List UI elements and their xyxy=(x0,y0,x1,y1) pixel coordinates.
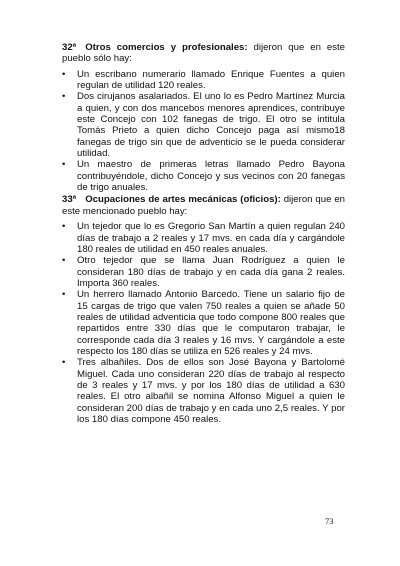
list-item xyxy=(62,159,345,193)
bullet-icon: • xyxy=(62,289,66,301)
section-heading xyxy=(62,194,345,217)
section-33 xyxy=(62,194,345,425)
section-title: Otros comercios y profesionales: xyxy=(85,42,248,53)
section-number: 33ª xyxy=(62,194,77,206)
document-page xyxy=(62,42,345,425)
item-list xyxy=(62,221,345,425)
list-item xyxy=(62,221,345,255)
list-item xyxy=(62,357,345,425)
section-intro: dijeron que en este pueblo sólo hay: xyxy=(62,42,345,65)
list-item-text: Tres albañiles. Dos de ellos son José Bayona y Bartolomé Miguel. Cada uno consideran 220 días de trabajo al respecto de 3 reales y 17 mvs. y por los 180 días de utilidad a 630 reales. El otro albañil se nomina Alfonso Miguel a quien le consideran 200 días de trabajo y en cada uno 2,5 reales. Y por los 180 días compone 450 reales. xyxy=(77,357,345,425)
page-number: 73 xyxy=(325,516,334,526)
section-32 xyxy=(62,42,345,193)
section-number: 32ª xyxy=(62,42,77,53)
section-title: Ocupaciones de artes mecánicas (oficios): xyxy=(85,194,281,206)
item-list xyxy=(62,69,345,194)
bullet-icon: • xyxy=(62,159,66,171)
bullet-icon: • xyxy=(62,91,66,103)
section-heading xyxy=(62,42,345,65)
list-item xyxy=(62,91,345,159)
list-item-text: Otro tejedor que se llama Juan Rodríguez a quien le consideran 180 días de trabajo y en cada día gana 2 reales. Importa 360 reales. xyxy=(77,255,345,289)
list-item xyxy=(62,69,345,92)
list-item xyxy=(62,255,345,289)
list-item-text: Un herrero llamado Antonio Barcedo. Tiene un salario fijo de 15 cargas de trigo que valen 750 reales a quien se añade 50 reales de utilidad adventicia que todo compone 800 reales que repartidos entre 330 días que le computaron trabajar, le corresponde cada día 3 reales y 16 mvs. Y cargándole a este respecto los 180 días se utiliza en 526 reales y 24 mvs. xyxy=(77,289,345,357)
bullet-icon: • xyxy=(62,68,66,80)
list-item-text: Un maestro de primeras letras llamado Pedro Bayona contribuyéndole, dicho Concejo y sus vecinos con 20 fanegas de trigo anuales. xyxy=(77,159,345,194)
list-item-text: Un tejedor que lo es Gregorio San Martín a quien regulan 240 días de trabajo a 2 reales y 17 mvs. en cada día y cargándole 180 reales de utilidad en 450 reales anuales. xyxy=(77,221,345,255)
bullet-icon: • xyxy=(62,357,66,369)
list-item xyxy=(62,289,345,357)
bullet-icon: • xyxy=(62,221,66,233)
bullet-icon: • xyxy=(62,255,66,267)
list-item-text: Dos cirujanos asalariados. El uno lo es Pedro Martínez Murcia a quien, y con dos mancebos menores aprendices, contribuye este Concejo con 102 fanegas de trigo. El otro se intitula Tomás Prieto a quien dicho Concejo paga así mismo18 fanegas de trigo sin que de adventicio se le pueda considerar utilidad. xyxy=(77,91,345,160)
list-item-text: Un escribano numerario llamado Enrique Fuentes a quien regulan de utilidad 120 reales. xyxy=(77,68,345,92)
section-intro: dijeron que en este mencionado pueblo hay: xyxy=(62,194,345,217)
